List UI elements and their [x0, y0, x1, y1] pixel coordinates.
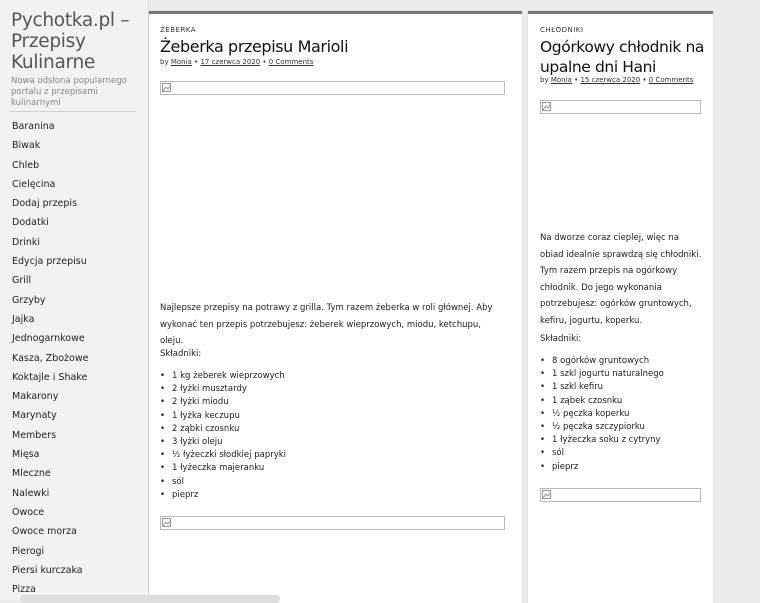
ingredients-list [540, 355, 664, 474]
menu-item-grill[interactable]: Grill [12, 275, 32, 287]
ingredient-item: • 8 ogórków gruntowych [540, 355, 664, 368]
broken-image-icon [162, 83, 172, 93]
post-meta [540, 76, 693, 84]
ingredient-item: • pieprz [160, 489, 286, 502]
menu-item-miesa[interactable]: Mięsa [12, 449, 40, 461]
ingredient-item: • 2 łyżki musztardy [160, 383, 286, 396]
sidebar-divider [10, 111, 136, 112]
comments-link[interactable]: 0 Comments [648, 76, 694, 84]
meta-separator: • [262, 58, 267, 66]
menu-item-nalewki[interactable]: Nalewki [12, 487, 50, 499]
menu-item-dodaj-przepis[interactable]: Dodaj przepis [12, 198, 78, 210]
ingredients-label: Składniki: [160, 349, 202, 359]
ingredient-item: • 1 kg żeberek wieprzowych [160, 370, 286, 383]
post-image[interactable] [540, 100, 701, 114]
menu-item-edycja-przepisu[interactable]: Edycja przepisu [12, 256, 87, 268]
ingredient-item: • 1 szkl jogurtu naturalnego [540, 368, 664, 381]
ingredient-item: • 1 łyżeczka soku z cytryny [540, 434, 664, 447]
sidebar [0, 0, 148, 600]
meta-separator: • [642, 76, 647, 84]
meta-by: by [540, 76, 549, 84]
menu-item-kasza-zbozowe[interactable]: Kasza, Zbożowe [12, 352, 89, 364]
ingredient-item: • 3 łyżki oleju [160, 436, 286, 449]
horizontal-scrollbar[interactable] [20, 595, 280, 603]
post-category[interactable]: CHŁODNIKI [540, 26, 584, 34]
post-title[interactable]: Ogórkowy chłodnik na upalne dni Hani [540, 38, 705, 76]
ingredient-item: • sól [160, 476, 286, 489]
post-intro: Na dworze coraz cieplej, więc na obiad idealnie sprawdzą się chłodniki. Tym razem przepis na ogórkowy chłodnik. Do jego wykonania potrzebujesz: ogórków gruntowych, kefiru, jogurtu, koperku. [540, 233, 702, 326]
ingredient-item: • 1 łyżeczka majeranku [160, 462, 286, 475]
menu-item-mleczne[interactable]: Mleczne [12, 468, 51, 480]
ingredient-item: • 1 ząbek czosnku [540, 395, 664, 408]
ingredient-item: • ½ pęczka szczypiorku [540, 421, 664, 434]
menu-item-dodatki[interactable]: Dodatki [12, 217, 49, 229]
meta-separator: • [574, 76, 579, 84]
menu-item-pierogi[interactable]: Pierogi [12, 545, 45, 557]
ingredient-item: • 2 łyżki miodu [160, 396, 286, 409]
menu-item-chleb[interactable]: Chleb [12, 159, 40, 171]
menu-item-cielecina[interactable]: Cielęcina [12, 178, 56, 190]
ingredient-item: • sól [540, 447, 664, 460]
date-link[interactable]: 15 czerwca 2020 [580, 76, 641, 84]
ingredient-item: • 2 ząbki czosnku [160, 423, 286, 436]
post-image[interactable] [540, 488, 701, 502]
menu-item-owoce-morza[interactable]: Owoce morza [12, 526, 77, 538]
date-link[interactable]: 17 czerwca 2020 [200, 58, 261, 66]
menu-item-baranina[interactable]: Baranina [12, 121, 55, 132]
menu-item-owoce[interactable]: Owoce [12, 506, 45, 518]
author-link[interactable]: Monia [550, 76, 572, 84]
ingredient-item: • ½ łyżeczki słodkiej papryki [160, 449, 286, 462]
ingredient-item: • ½ pęczka koperku [540, 408, 664, 421]
author-link[interactable]: Monia [170, 58, 192, 66]
post-title[interactable]: Żeberka przepisu Marioli [160, 37, 349, 56]
ingredient-item: • pieprz [540, 461, 664, 474]
menu-item-drinki[interactable]: Drinki [12, 236, 41, 248]
meta-separator: • [194, 58, 199, 66]
post-image[interactable] [160, 81, 505, 95]
post-intro: Najlepsze przepisy na potrawy z grilla. Tym razem żeberka w roli głównej. Aby wykonać ten przepis potrzebujesz: żeberek wieprzowych, miodu, ketchupu, oleju. [160, 303, 493, 346]
menu-item-members[interactable]: Members [12, 429, 57, 441]
ingredient-item: • 1 łyżka keczupu [160, 410, 286, 423]
meta-by: by [160, 58, 169, 66]
menu-item-piersi-kurczaka[interactable]: Piersi kurczaka [12, 564, 83, 576]
post-meta [160, 58, 313, 66]
broken-image-icon [542, 490, 552, 500]
post-card [528, 11, 713, 603]
menu-item-makarony[interactable]: Makarony [12, 391, 59, 403]
site-tagline: Nowa odsłona popularnego portalu z przepisami kulinarnymi [11, 76, 127, 108]
site-title[interactable]: Pychotka.pl – Przepisy Kulinarne [11, 10, 130, 73]
category-menu [12, 117, 88, 599]
menu-item-jajka[interactable]: Jajka [12, 313, 35, 325]
post-image[interactable] [160, 516, 505, 530]
menu-item-grzyby[interactable]: Grzyby [12, 294, 46, 306]
menu-item-koktajle-i-shake[interactable]: Koktajle i Shake [12, 371, 88, 383]
comments-link[interactable]: 0 Comments [268, 58, 314, 66]
ingredients-label: Składniki: [540, 334, 582, 344]
post-category[interactable]: ŻEBERKA [160, 26, 197, 34]
post-card [149, 11, 522, 603]
menu-item-jednogarnkowe[interactable]: Jednogarnkowe [12, 333, 85, 345]
menu-item-marynaty[interactable]: Marynaty [12, 410, 57, 422]
broken-image-icon [162, 518, 172, 528]
menu-item-pizza[interactable]: Pizza [12, 584, 36, 596]
ingredients-list [160, 370, 286, 502]
menu-item-biwak[interactable]: Biwak [12, 140, 41, 152]
broken-image-icon [542, 102, 552, 112]
ingredient-item: • 1 szkl kefiru [540, 381, 664, 394]
